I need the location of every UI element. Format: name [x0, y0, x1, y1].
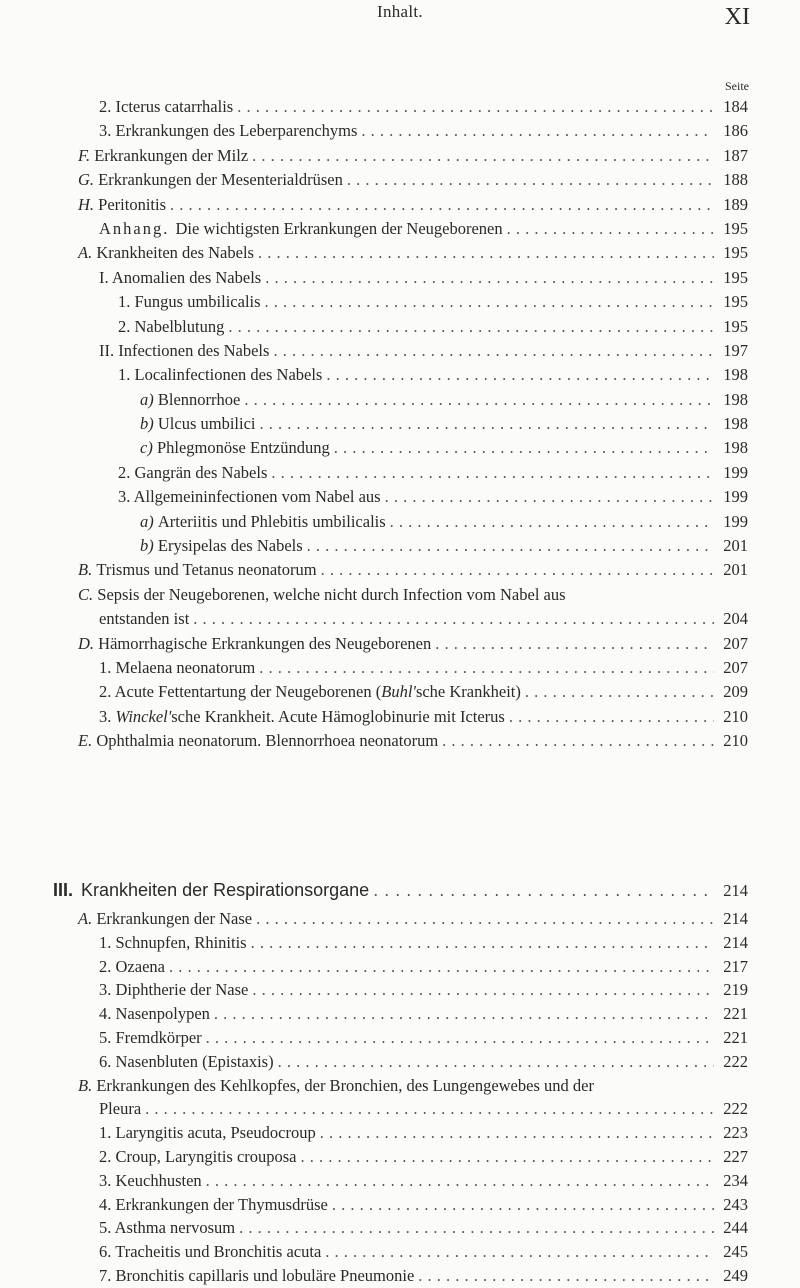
toc-entry-text: 6. Tracheitis und Bronchitis acuta — [99, 1242, 322, 1262]
toc-entry-page: 244 — [723, 1218, 748, 1238]
toc-entry-label — [140, 436, 330, 460]
toc-entry-page: 199 — [723, 487, 748, 507]
toc-entry-label — [78, 193, 166, 217]
toc-entry-page: 184 — [723, 97, 748, 116]
toc-entry — [78, 729, 748, 753]
toc-entry-page: 219 — [723, 980, 748, 1000]
toc-entry-label — [140, 388, 240, 412]
toc-entry-text: sche Krankheit. Acute Hämoglobinurie mit Icterus — [171, 706, 505, 726]
toc-entry — [78, 1026, 748, 1050]
toc-entry-letter: a) — [140, 511, 158, 531]
toc-entry-page: 221 — [723, 1004, 748, 1024]
toc-entry-letter: H. — [78, 194, 99, 214]
toc-entry-label — [99, 978, 248, 1002]
toc-entry-label — [78, 729, 438, 753]
dot-leader — [258, 241, 714, 265]
dot-leader — [260, 412, 715, 436]
toc-entry — [78, 436, 748, 460]
toc-entry-continuation — [78, 607, 748, 631]
toc-entry-label — [99, 1026, 202, 1050]
dot-leader — [170, 193, 714, 217]
toc-entry-label — [99, 1240, 321, 1264]
toc-entry-label — [99, 931, 247, 955]
toc-entry — [78, 241, 748, 265]
dot-leader — [169, 955, 714, 979]
toc-entry-label — [78, 241, 254, 265]
toc-entry — [78, 1193, 748, 1217]
toc-entry-text: Die wichtigsten Erkrankungen der Neugeborenen — [175, 218, 503, 238]
toc-entry-text: 2. Icterus catarrhalis — [99, 97, 234, 116]
toc-entry — [78, 1121, 748, 1145]
toc-entry-text: 2. Croup, Laryngitis crouposa — [99, 1146, 297, 1166]
toc-entry-text: Sepsis der Neugeborenen, welche nicht durch Infection vom Nabel aus — [97, 584, 566, 604]
toc-entry-page: 195 — [723, 316, 748, 336]
toc-entry-label — [99, 1145, 297, 1169]
toc-entry-label — [99, 95, 233, 119]
dot-leader — [418, 1264, 714, 1288]
toc-entry-label — [99, 266, 261, 290]
section-page: 214 — [723, 881, 748, 900]
toc-entry-label — [99, 1169, 202, 1193]
toc-entry-text: 2. Nabelblutung — [118, 316, 225, 336]
page-header-title: Inhalt. — [376, 2, 423, 21]
dot-leader — [228, 315, 714, 339]
dot-leader — [214, 1002, 714, 1026]
toc-entry-name-italic: Buhl' — [381, 682, 416, 702]
dot-leader — [509, 705, 714, 729]
toc-entry-text: 1. Localinfectionen des Nabels — [118, 365, 323, 385]
toc-entry-label — [118, 290, 261, 314]
dot-leader — [361, 119, 714, 143]
dot-leader — [435, 632, 714, 656]
toc-entry-page: 198 — [723, 438, 748, 458]
toc-entry-text: 3. Erkrankungen des Leberparenchyms — [99, 121, 358, 141]
toc-entry-page: 207 — [723, 633, 748, 653]
toc-entry-letter: G. — [78, 170, 99, 190]
toc-entry-page: 195 — [723, 218, 748, 238]
toc-entry-letter: F. — [78, 145, 95, 165]
toc-entry-page: 243 — [723, 1194, 748, 1214]
toc-entry-letter: E. — [78, 731, 97, 751]
toc-entry-text: 7. Bronchitis capillaris und lobuläre Pneumonie — [99, 1265, 415, 1285]
toc-entry-letter: c) — [140, 438, 157, 458]
toc-entry-text: entstanden ist — [99, 609, 190, 629]
toc-entry-label — [118, 485, 381, 509]
dot-leader — [244, 388, 714, 412]
toc-entry-text: 1. Melaena neonatorum — [99, 657, 256, 677]
dot-leader — [385, 485, 714, 509]
toc-entry — [78, 656, 748, 680]
toc-entry-label — [99, 1264, 414, 1288]
toc-entry-label — [99, 1193, 328, 1217]
toc-entry-text: 2. Acute Fettentartung der Neugeborenen ( — [99, 682, 382, 702]
toc-entry — [78, 632, 748, 656]
toc-entry-text: Ophthalmia neonatorum. Blennorrhoea neonatorum — [96, 731, 439, 751]
toc-entry — [78, 1002, 748, 1026]
toc-entry — [78, 266, 748, 290]
toc-entry-page: 198 — [723, 389, 748, 409]
column-label-seite: Seite — [725, 79, 749, 93]
toc-entry-text: 6. Nasenbluten (Epistaxis) — [99, 1051, 274, 1071]
toc-entry-page: 227 — [723, 1146, 748, 1166]
page-numeral: XI — [724, 4, 750, 30]
dot-leader — [265, 290, 714, 314]
toc-entry — [78, 583, 748, 607]
toc-entry-page: 222 — [723, 1051, 748, 1071]
toc-entry-label — [140, 534, 303, 558]
toc-entry — [78, 290, 748, 314]
toc-entry-label — [99, 1121, 316, 1145]
dot-leader — [252, 144, 714, 168]
toc-entry-text: 2. Ozaena — [99, 956, 165, 976]
toc-entry-text: Phlegmonöse Entzündung — [156, 438, 330, 458]
toc-entry-page: 214 — [723, 909, 748, 928]
dot-leader — [193, 607, 714, 631]
toc-entry-text: Erkrankungen der Milz — [94, 145, 249, 165]
toc-entry-text: Blennorrhoe — [157, 389, 241, 409]
toc-entry-label — [78, 144, 248, 168]
dot-leader — [301, 1145, 714, 1169]
toc-entry-text: Arteriitis und Phlebitis umbilicalis — [157, 511, 386, 531]
toc-entry — [78, 510, 748, 534]
toc-entry-page: 222 — [723, 1099, 748, 1119]
toc-entry-label — [99, 119, 357, 143]
toc-entry-text: Peritonitis — [98, 194, 167, 214]
toc-entry-letter: C. — [78, 584, 98, 604]
toc-entry-page: 195 — [723, 267, 748, 287]
toc-entry-label — [99, 1216, 235, 1240]
toc-entry-label — [99, 1050, 274, 1074]
section-heading — [53, 878, 748, 902]
toc-entry — [78, 534, 748, 558]
toc-entry — [78, 485, 748, 509]
toc-entry-page: 186 — [723, 121, 748, 141]
toc-entry-page: 207 — [723, 657, 748, 677]
toc-list-respiration — [78, 907, 748, 1288]
toc-entry-text: Erysipelas des Nabels — [157, 536, 303, 556]
dot-leader — [320, 1121, 714, 1145]
dot-leader — [347, 168, 714, 192]
toc-entry-page: 187 — [723, 145, 748, 165]
dot-leader — [251, 931, 714, 955]
toc-entry-label — [78, 632, 431, 656]
toc-entry-label — [78, 583, 566, 607]
toc-entry-text: Trismus und Tetanus neonatorum — [96, 560, 317, 580]
dot-leader — [206, 1169, 714, 1193]
toc-entry-page: 189 — [723, 194, 748, 214]
toc-entry-letter: B. — [78, 1075, 97, 1095]
dot-leader — [273, 339, 714, 363]
toc-entry-text: Erkrankungen des Kehlkopfes, der Bronchien, des Lungengewebes und der — [96, 1075, 594, 1095]
toc-entry-label — [78, 1074, 594, 1098]
toc-entry — [78, 705, 748, 729]
dot-leader — [325, 1240, 714, 1264]
toc-entry — [78, 168, 748, 192]
toc-entry-page: 201 — [723, 560, 748, 580]
toc-entry-text: Ulcus umbilici — [157, 414, 256, 434]
dot-leader — [326, 363, 714, 387]
toc-entry-page: 197 — [723, 340, 748, 360]
toc-entry-label — [118, 461, 267, 485]
toc-entry-letter: D. — [78, 633, 99, 653]
dot-leader — [373, 878, 714, 902]
toc-entry-label — [99, 705, 505, 729]
dot-leader — [265, 266, 714, 290]
toc-entry-page: 217 — [723, 956, 748, 976]
toc-entry-page: 234 — [723, 1170, 748, 1190]
toc-entry-letter: b) — [140, 536, 158, 556]
toc-entry-text: Erkrankungen der Mesenterialdrüsen — [98, 170, 343, 190]
toc-entry-text: 3. Allgemeininfectionen vom Nabel aus — [118, 487, 381, 507]
toc-entry-label — [118, 363, 322, 387]
dot-leader — [307, 534, 714, 558]
toc-entry-text: 2. Gangrän des Nabels — [118, 462, 268, 482]
toc-entry-label — [99, 680, 521, 704]
toc-entry-page: 210 — [723, 706, 748, 726]
dot-leader — [334, 436, 714, 460]
toc-entry-label — [99, 339, 269, 363]
toc-entry-appendix-label: Anhang. — [99, 218, 176, 238]
toc-entry-name-italic: Winckel' — [115, 706, 172, 726]
toc-entry-text: II. Infectionen des Nabels — [99, 340, 270, 360]
dot-leader — [507, 217, 714, 241]
toc-entry-label — [140, 412, 256, 436]
toc-entry-text: 4. Erkrankungen der Thymusdrüse — [99, 1194, 328, 1214]
toc-entry-page: 221 — [723, 1027, 748, 1047]
toc-entry — [78, 1240, 748, 1264]
toc-entry-text: 4. Nasenpolypen — [99, 1004, 210, 1024]
toc-entry — [78, 315, 748, 339]
toc-entry — [78, 412, 748, 436]
toc-entry — [78, 217, 748, 241]
toc-entry-label — [78, 168, 343, 192]
toc-entry-letter: A. — [78, 909, 97, 928]
toc-list — [78, 95, 748, 754]
toc-entry-text: I. Anomalien des Nabels — [99, 267, 262, 287]
toc-entry — [78, 363, 748, 387]
toc-entry-text: 1. Fungus umbilicalis — [118, 292, 261, 312]
toc-entry-label — [99, 955, 165, 979]
toc-entry-page: 201 — [723, 536, 748, 556]
toc-entry-text: Pleura — [99, 1099, 142, 1119]
toc-entry-page: 198 — [723, 414, 748, 434]
toc-entry-text: Krankheiten des Nabels — [96, 243, 254, 263]
toc-entry-text: 5. Fremdkörper — [99, 1027, 202, 1047]
toc-entry-letter: b) — [140, 414, 158, 434]
toc-entry-text: 1. Schnupfen, Rhinitis — [99, 932, 247, 952]
toc-entry-letter: a) — [140, 389, 158, 409]
toc-entry-page: 195 — [723, 292, 748, 312]
section-number: III. — [53, 880, 74, 900]
toc-entry-text: Erkrankungen der Nase — [96, 909, 253, 928]
toc-entry — [78, 144, 748, 168]
dot-leader — [206, 1026, 714, 1050]
dot-leader — [442, 729, 714, 753]
toc-entry — [78, 119, 748, 143]
toc-entry — [78, 680, 748, 704]
dot-leader — [525, 680, 714, 704]
toc-entry-page: 209 — [723, 682, 748, 702]
toc-entry — [78, 1216, 748, 1240]
toc-entry-page: 198 — [723, 365, 748, 385]
toc-entry-letter: B. — [78, 560, 97, 580]
toc-entry-text: 3. Diphtherie der Nase — [99, 980, 249, 1000]
toc-entry-text: sche Krankheit) — [415, 682, 521, 702]
toc-entry — [78, 1145, 748, 1169]
dot-leader — [390, 510, 714, 534]
toc-entry-page: 188 — [723, 170, 748, 190]
toc-entry-page: 214 — [723, 932, 748, 952]
toc-entry — [78, 931, 748, 955]
toc-entry — [78, 955, 748, 979]
toc-entry-label — [140, 510, 386, 534]
toc-entry-text: 3. — [99, 706, 116, 726]
toc-entry — [78, 95, 748, 119]
dot-leader — [239, 1216, 714, 1240]
toc-entry — [78, 388, 748, 412]
toc-entry — [78, 907, 748, 931]
toc-entry — [78, 1264, 748, 1288]
dot-leader — [332, 1193, 714, 1217]
toc-entry-page: 199 — [723, 462, 748, 482]
toc-entry — [78, 461, 748, 485]
toc-entry-text: 3. Keuchhusten — [99, 1170, 202, 1190]
toc-entry-text: Hämorrhagische Erkrankungen des Neugeborenen — [98, 633, 432, 653]
toc-entry — [78, 193, 748, 217]
toc-entry — [78, 339, 748, 363]
toc-entry-page: 210 — [723, 731, 748, 751]
dot-leader — [256, 907, 714, 931]
toc-entry — [78, 1074, 748, 1098]
dot-leader — [145, 1097, 714, 1121]
toc-entry-page: 249 — [723, 1265, 748, 1285]
toc-entry-page: 195 — [723, 243, 748, 263]
toc-entry — [78, 978, 748, 1002]
dot-leader — [278, 1050, 714, 1074]
dot-leader — [237, 95, 714, 119]
toc-entry — [78, 558, 748, 582]
toc-entry-page: 199 — [723, 511, 748, 531]
toc-entry-page: 223 — [723, 1123, 748, 1143]
toc-entry-label — [78, 558, 317, 582]
toc-entry-page: 245 — [723, 1242, 748, 1262]
toc-entry-label — [99, 656, 255, 680]
toc-entry-label — [118, 315, 224, 339]
dot-leader — [252, 978, 714, 1002]
toc-entry-text: 5. Asthma nervosum — [99, 1218, 236, 1238]
dot-leader — [321, 558, 714, 582]
toc-entry — [78, 1169, 748, 1193]
toc-entry — [78, 1050, 748, 1074]
toc-entry-label — [78, 907, 252, 931]
toc-entry-continuation — [78, 1097, 748, 1121]
toc-entry-page: 204 — [723, 609, 748, 629]
toc-entry-text: 1. Laryngitis acuta, Pseudocroup — [99, 1123, 316, 1143]
dot-leader — [271, 461, 714, 485]
toc-entry-label — [99, 217, 503, 241]
dot-leader — [259, 656, 714, 680]
toc-entry-letter: A. — [78, 243, 97, 263]
toc-entry-label — [99, 1002, 210, 1026]
section-title: Krankheiten der Respirationsorgane — [81, 880, 370, 900]
